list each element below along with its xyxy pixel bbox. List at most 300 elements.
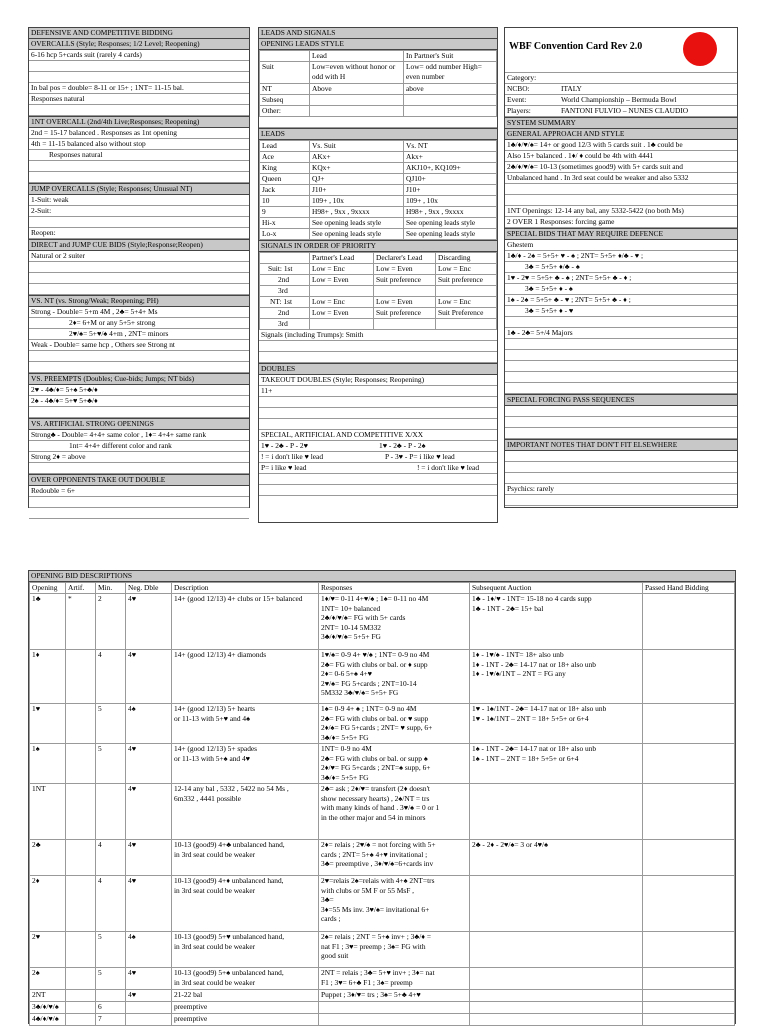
card-title: WBF Convention Card Rev 2.0 [509,41,643,52]
cell-neg: 4♠ [126,932,172,968]
event-label: Event: [507,95,527,104]
text-line: 4th = 11-15 balanced also without stop [29,139,249,150]
section-header: OVERCALLS (Style; Responses; 1/2 Level; Reopening) [29,39,249,50]
section-header: JUMP OVERCALLS (Style; Responses; Unusual NT) [29,183,249,195]
leads-table [259,140,497,240]
cell-sub [470,784,643,840]
ncbo-value: ITALY [561,84,582,93]
cell: QJ+ [310,174,404,185]
section-subheader: TAKEOUT DOUBLES (Style; Responses; Reopening) [259,375,497,386]
cell-min: 4 [96,650,126,704]
text-line: Strong - Double= 5+m 4M , 2♣= 5+4+ Ms [29,307,249,318]
text-line: 1♥ - 2♥ = 5+5+ ♣ - ♠ ; 2NT= 5+5+ ♣ - ♦ ; [505,273,737,284]
text-part: ! = i don't like ♥ lead [261,452,324,461]
blank-line [29,508,249,519]
blank-line [259,397,497,408]
cell-sub [470,968,643,990]
text-line: Strong♣ - Double= 4+4+ same color , 1♦= 4+4+ same rank [29,430,249,441]
cell: 109+ , 10x [404,196,497,207]
section-header: SPECIAL BIDS THAT MAY REQUIRE DEFENCE [505,228,737,240]
cell-desc: 14+ (good 12/13) 5+ spades or 11-13 with 5+♠ and 4♥ [172,744,319,784]
cell-desc: 10-13 (good9) 5+♠ unbalanced hand, in 3rd seat could be weaker [172,968,319,990]
blank-line [259,117,497,128]
text-line: 2♦= 6+M or any 5+5+ strong [29,318,249,329]
cell-art [66,704,96,744]
cell-op: 2NT [30,990,66,1002]
defensive-bidding-panel [28,27,250,508]
text-line: Unbalanced hand . In 3rd seat could be weaker and also 5332 [505,173,737,184]
cell: KQx+ [310,163,404,174]
text-line: 11+ [259,386,497,397]
cell-ph [643,594,735,650]
cell-art [66,840,96,876]
cell: Low = Even [310,308,374,319]
text-line: 1♣/♦ - 2♠ = 5+5+ ♥ - ♠ ; 2NT= 5+5+ ♦/♣ - ♥ ; [505,251,737,262]
cell: Suit preference [374,308,436,319]
cell: Suit [260,62,310,84]
text-line: 2♥/♠= 5+♥/♠ 4+m , 2NT= minors [29,329,249,340]
cell: Low = Enc [310,264,374,275]
cell-op: 1♥ [30,704,66,744]
cell-desc: preemptive [172,1002,319,1014]
cell: Vs. NT [404,141,497,152]
cell-min: 5 [96,932,126,968]
blank-line [259,408,497,419]
blank-line [505,372,737,383]
cell-resp [319,1002,470,1014]
blank-line [505,195,737,206]
cell: Jack [260,185,310,196]
blank-line [29,172,249,183]
cell: Suit: 1st [260,264,310,275]
section-header: VS. ARTIFICIAL STRONG OPENINGS [29,418,249,430]
opening-bid-descriptions [28,570,736,1024]
blank-line [505,406,737,417]
cell-min: 4 [96,876,126,932]
text-line: 6-16 hcp 5+cards suit (rarely 4 cards) [29,50,249,61]
text-line [259,441,497,452]
cell-op: 4♣/♦/♥/♠ [30,1014,66,1026]
table-row [30,840,735,876]
cell: Low = Even [310,275,374,286]
cell-neg: 4♠ [126,704,172,744]
cell-op: 3♣/♦/♥/♠ [30,1002,66,1014]
signals-table [259,252,497,330]
event-value: World Championship – Bermuda Bowl [561,95,677,104]
cell-resp: 2♠= relais ; 2NT = 5+♠ inv+ ; 3♣/♦ = nat F1 ; 3♥= preemp ; 3♠= FG with good suit [319,932,470,968]
leads-signals-panel [258,27,498,523]
blank-line [29,105,249,116]
column-header: Neg. Dble [126,583,172,594]
cell: AKx+ [310,152,404,163]
cell-art [66,968,96,990]
cell-neg: 4♥ [126,876,172,932]
cell-art [66,744,96,784]
column-header: Artif. [66,583,96,594]
section-header: OPENING BID DESCRIPTIONS [29,571,735,582]
cell: Suit preference [374,275,436,286]
section-header: SIGNALS IN ORDER OF PRIORITY [259,240,497,252]
cell-art: * [66,594,96,650]
category-row [505,73,737,84]
text-line: Responses natural [29,150,249,161]
table-row [30,744,735,784]
cell: Other: [260,106,310,117]
cell-desc: 21-22 bal [172,990,319,1002]
cell: Lo-x [260,229,310,240]
text-line: 2♣/♦/♥/♠= 10-13 (sometimes good9) with 5+ cards suit and [505,162,737,173]
cell-sub: 2♣ - 2♦ - 2♥/♠= 3 or 4♥/♠ [470,840,643,876]
cell: Low = Even [374,264,436,275]
cell-min: 7 [96,1014,126,1026]
cell-neg: 4♥ [126,650,172,704]
column-header: Passed Hand Bidding [643,583,735,594]
cell: In Partner's Suit [404,51,497,62]
section-header: DOUBLES [259,363,497,375]
cell-ph [643,968,735,990]
text-line: Weak - Double= same hcp , Others see Strong nt [29,340,249,351]
cell-ph [643,840,735,876]
cell: See opening leads style [310,229,404,240]
cell-resp: 2♦= relais ; 2♥/♠ = not forcing with 5+ cards ; 2NT= 5+♠ 4+♥ invitational ; 3♣= preemptive , 3♦/♥/♠=6+cards inv [319,840,470,876]
text-line: Reopen: [29,228,249,239]
cell-resp: 1NT= 0-9 no 4M 2♣= FG with clubs or bal. or supp ♠ 2♦/♥= FG 5+cards ; 2NT=♠ supp, 6+ 3♣/♦= 5+5+ FG [319,744,470,784]
cell-op: 2♠ [30,968,66,990]
cell-desc: 10-13 (good9) 4+♦ unbalanced hand, in 3rd seat could be weaker [172,876,319,932]
blank-line [259,474,497,485]
table-row [30,876,735,932]
table-row [30,704,735,744]
cell-art [66,650,96,704]
blank-line [505,451,737,462]
cell-desc: 10-13 (good9) 5+♥ unbalanced hand, in 3rd seat could be weaker [172,932,319,968]
cell-desc: 14+ (good 12/13) 5+ hearts or 11-13 with 5+♥ and 4♠ [172,704,319,744]
cell-art [66,1002,96,1014]
cell: Low=even without honor or odd with H [310,62,404,84]
cell: Queen [260,174,310,185]
event-row [505,95,737,106]
text-line: Ghestem [505,240,737,251]
section-header: LEADS [259,128,497,140]
cell: Akx+ [404,152,497,163]
cell: Lead [260,141,310,152]
blank-line [29,407,249,418]
text-line: Signals (including Trumps): Smith [259,330,497,341]
cell: Low = Enc [310,297,374,308]
cell [436,319,497,330]
cell-sub: 1♣ - 1♦/♥ - 1NT= 15-18 no 4 cards supp 1♣ - 1NT - 2♣= 15+ bal [470,594,643,650]
section-header: VS. PREEMPTS (Doubles; Cue-bids; Jumps; NT bids) [29,373,249,385]
section-header: VS. NT (vs. Strong/Weak; Reopening; PH) [29,295,249,307]
red-circle-logo [683,32,717,66]
cell-op: 2♥ [30,932,66,968]
cell-sub [470,990,643,1002]
cell-art [66,990,96,1002]
cell-resp: 1♠= 0-9 4+ ♠ ; 1NT= 0-9 no 4M 2♣= FG with clubs or bal. or ♥ supp 2♦/♠= FG 5+cards ; 2NT= ♥ supp, 6+ 3♣/♦= 5+5+ FG [319,704,470,744]
blank-line [505,383,737,394]
text-part: P - 3♥ - P= i like ♥ lead [385,452,455,461]
section-header: DEFENSIVE AND COMPETITIVE BIDDING [29,28,249,39]
text-line: 2 OVER 1 Responses: forcing game [505,217,737,228]
cell-ph [643,932,735,968]
cell-resp: 2NT = relais ; 3♣= 5+♥ inv+ ; 3♦= nat F1 ; 3♥= 6+♣ F1 ; 3♠= preemp [319,968,470,990]
cell-sub [470,1002,643,1014]
text-line: 3♣ = 5+5+ ♦ - ♥ [505,306,737,317]
column-header: Responses [319,583,470,594]
blank-line [29,217,249,228]
opening-bids-table [29,582,735,1026]
cell-min: 5 [96,968,126,990]
table-row [30,594,735,650]
cell: 2nd [260,308,310,319]
cell-neg: 4♥ [126,968,172,990]
cell: 3rd [260,319,310,330]
cell: Discarding [436,253,497,264]
section-header: OPENING LEADS STYLE [259,39,497,50]
cell-ph [643,784,735,840]
cell-resp: 1♥/♠= 0-9 4+ ♥/♠ ; 1NT= 0-9 no 4M 2♣= FG with clubs or bal. or ♦ supp 2♦= 0-6 5+♠ 4+♥ 2♥/♠= FG 5+cards ; 2NT=10-14 5M332 3♣/♥/♠= 5+5+ FG [319,650,470,704]
cell: Lead [310,51,404,62]
cell: QJ10+ [404,174,497,185]
text-line: 1♠ - 2♠ = 5+5+ ♣ - ♥ ; 2NT= 5+5+ ♣ - ♦ ; [505,295,737,306]
text-part: 1♥ - 2♣ - P - 2♥ [261,441,309,450]
cell-op: 1♦ [30,650,66,704]
cell: Low = Enc [436,264,497,275]
cell [404,95,497,106]
table-row [30,968,735,990]
blank-line [29,61,249,72]
cell-sub: 1♠ - 1NT - 2♣= 14-17 nat or 18+ also unb 1♠ - 1NT – 2NT = 18+ 5+5+ or 6+4 [470,744,643,784]
blank-line [505,473,737,484]
blank-line [505,350,737,361]
cell-op: 1NT [30,784,66,840]
cell-desc: 14+ (good 12/13) 4+ diamonds [172,650,319,704]
text-line: Responses natural [29,94,249,105]
cell-ph [643,990,735,1002]
cell: Low= odd number High= even number [404,62,497,84]
cell: H98+ , 9xx , 9xxxx [404,207,497,218]
cell-neg [126,1002,172,1014]
cell-desc: 12-14 any bal , 5332 , 5422 no 54 Ms , 6m332 , 4441 possible [172,784,319,840]
cell: See opening leads style [404,218,497,229]
blank-line [29,262,249,273]
column-header: Subsequent Auction [470,583,643,594]
cell: Suit preference [436,275,497,286]
cell-sub: 1♥ - 1♠/1NT - 2♣= 14-17 nat or 18+ also unb 1♥ - 1♠/1NT – 2NT = 18+ 5+5+ or 6+4 [470,704,643,744]
cell: 2nd [260,275,310,286]
cell-ph [643,876,735,932]
cell [374,286,436,297]
cell-neg: 4♥ [126,744,172,784]
blank-line [29,351,249,362]
cell-desc: 10-13 (good9) 4+♣ unbalanced hand, in 3rd seat could be weaker [172,840,319,876]
cell: See opening leads style [310,218,404,229]
cell-sub [470,876,643,932]
section-header: OVER OPPONENTS TAKE OUT DOUBLE [29,474,249,486]
blank-line [29,362,249,373]
blank-line [259,352,497,363]
cell: Hi-x [260,218,310,229]
section-header: IMPORTANT NOTES THAT DON'T FIT ELSEWHERE [505,439,737,451]
table-row [30,784,735,840]
text-part: P= i like ♥ lead [261,463,307,472]
card-title-area [505,28,737,73]
blank-line [259,419,497,430]
blank-line [259,485,497,496]
cell-ph [643,1002,735,1014]
cell-ph [643,650,735,704]
players-label: Players: [507,106,531,115]
blank-line [505,317,737,328]
cell: Low = Even [374,297,436,308]
text-line: 1NT Openings: 12-14 any bal, any 5332-5422 (no both Ms) [505,206,737,217]
section-header: SYSTEM SUMMARY [505,117,737,129]
cell: See opening leads style [404,229,497,240]
blank-line [29,497,249,508]
text-line: 2nd = 15-17 balanced . Responses as 1nt opening [29,128,249,139]
blank-line [505,417,737,428]
blank-line [29,273,249,284]
cell-resp: 2♥=relais 2♠=relais with 4+♠ 2NT=trs with clubs or 5M F or 55 MsF , 3♣= 3♦=55 Ms inv. 3♥/♠= invitational 6+ cards ; [319,876,470,932]
blank-line [29,72,249,83]
cell-art [66,876,96,932]
cell: 10 [260,196,310,207]
column-header: Opening [30,583,66,594]
cell: Vs. Suit [310,141,404,152]
cell-desc: 14+ (good 12/13) 4+ clubs or 15+ balanced [172,594,319,650]
cell [310,319,374,330]
cell-min [96,784,126,840]
cell [404,106,497,117]
cell [310,106,404,117]
section-subheader: SPECIAL, ARTIFICIAL AND COMPETITIVE X/XX [259,430,497,441]
section-header: LEADS AND SIGNALS [259,28,497,39]
psychics-line: Psychics: rarely [505,484,737,495]
cell: Suit Preference [436,308,497,319]
cell-neg: 4♥ [126,990,172,1002]
text-line: 1nt= 4+4+ different color and rank [29,441,249,452]
cell: 3rd [260,286,310,297]
blank-line [29,463,249,474]
text-line: Also 15+ balanced . 1♦/ ♦ could be 4th with 4441 [505,151,737,162]
cell-ph [643,704,735,744]
cell: above [404,84,497,95]
text-line: 2♠ - 4♣/♦= 5+♥ 5+♣/♦ [29,396,249,407]
cell-art [66,784,96,840]
cell-art [66,932,96,968]
section-header: 1NT OVERCALL (2nd/4th Live;Responses; Reopening) [29,116,249,128]
system-summary-panel [504,27,738,508]
cell-desc: preemptive [172,1014,319,1026]
text-line: 2♥ - 4♣/♦= 5+♠ 5+♣/♦ [29,385,249,396]
blank-line [29,161,249,172]
ncbo-label: NCBO: [507,84,530,93]
blank-line [29,284,249,295]
text-line: 1♣/♦/♥/♠= 14+ or good 12/3 with 5 cards suit . 1♣ could be [505,140,737,151]
blank-line [505,361,737,372]
blank-line [505,428,737,439]
section-header: GENERAL APPROACH AND STYLE [505,129,737,140]
cell-resp: 2♣= ask ; 2♦/♥= transfert (2♦ doesn't show necessary hearts) , 2♠/NT = trs with many kinds of hand . 3♥/♠ = 0 or 1 in the other major and 54 in minors [319,784,470,840]
cell: 109+ , 10x [310,196,404,207]
table-row [30,932,735,968]
cell [260,51,310,62]
cell: 9 [260,207,310,218]
cell: NT: 1st [260,297,310,308]
cell: Above [310,84,404,95]
cell: Low = Enc [436,297,497,308]
text-line: In bal pos = double= 8-11 or 15+ ; 1NT= 11-15 bal. [29,83,249,94]
cell [436,286,497,297]
text-part: 1♥ - 2♣ - P - 2♠ [379,441,426,450]
cell: J10+ [404,185,497,196]
text-line: 2-Suit: [29,206,249,217]
text-line [259,452,497,463]
cell-min: 2 [96,594,126,650]
cell-min: 4 [96,840,126,876]
cell: AKJ10+, KQ109+ [404,163,497,174]
cell: Declarer's Lead [374,253,436,264]
table-row [30,650,735,704]
blank-line [505,462,737,473]
cell [310,95,404,106]
opening-leads-table [259,50,497,117]
column-header: Min. [96,583,126,594]
blank-line [259,341,497,352]
cell-ph [643,744,735,784]
cell-min: 5 [96,704,126,744]
section-header: DIRECT and JUMP CUE BIDS (Style;Response;Reopen) [29,239,249,251]
text-line [259,463,497,474]
players-row [505,106,737,117]
text-line: Redouble = 6+ [29,486,249,497]
cell: NT [260,84,310,95]
cell-sub [470,932,643,968]
cell-neg: 4♥ [126,840,172,876]
text-line: 1♣ - 2♣= 5+/4 Majors [505,328,737,339]
text-part: ! = i don't like ♥ lead [417,463,480,472]
text-line: Strong 2♦ = above [29,452,249,463]
cell-min [96,990,126,1002]
cell: Subseq [260,95,310,106]
cell: J10+ [310,185,404,196]
cell-op: 2♦ [30,876,66,932]
blank-line [505,339,737,350]
cell: Ace [260,152,310,163]
ncbo-row [505,84,737,95]
cell-sub: 1♦ - 1♥/♠ - 1NT= 18+ also unb 1♦ - 1NT - 2♣= 14-17 nat or 18+ also unb 1♦ - 1♥/♠/1NT – 2NT = FG any [470,650,643,704]
cell: Partner's Lead [310,253,374,264]
cell [374,319,436,330]
players-value: FANTONI FULVIO – NUNES CLAUDIO [561,106,689,115]
cell-min: 6 [96,1002,126,1014]
text-line: 3♣ = 5+5+ ♦/♣ - ♠ [505,262,737,273]
cell-min: 5 [96,744,126,784]
blank-line [505,184,737,195]
cell [260,253,310,264]
cell-resp: 1♦/♥= 0-11 4+♥/♠ ; 1♠= 0-11 no 4M 1NT= 10+ balanced 2♣/♦/♥/♠= FG with 5+ cards 2NT= 10-14 5M332 3♣/♦/♥/♠= 5+5+ FG [319,594,470,650]
cell-op: 1♠ [30,744,66,784]
section-header: SPECIAL FORCING PASS SEQUENCES [505,394,737,406]
text-line: 3♣ = 5+5+ ♦ - ♠ [505,284,737,295]
text-line: 1-Suit: weak [29,195,249,206]
cell [310,286,374,297]
text-line: Natural or 2 suiter [29,251,249,262]
cell-neg: 4♥ [126,594,172,650]
table-row [30,990,735,1002]
cell-op: 1♣ [30,594,66,650]
cell: King [260,163,310,174]
